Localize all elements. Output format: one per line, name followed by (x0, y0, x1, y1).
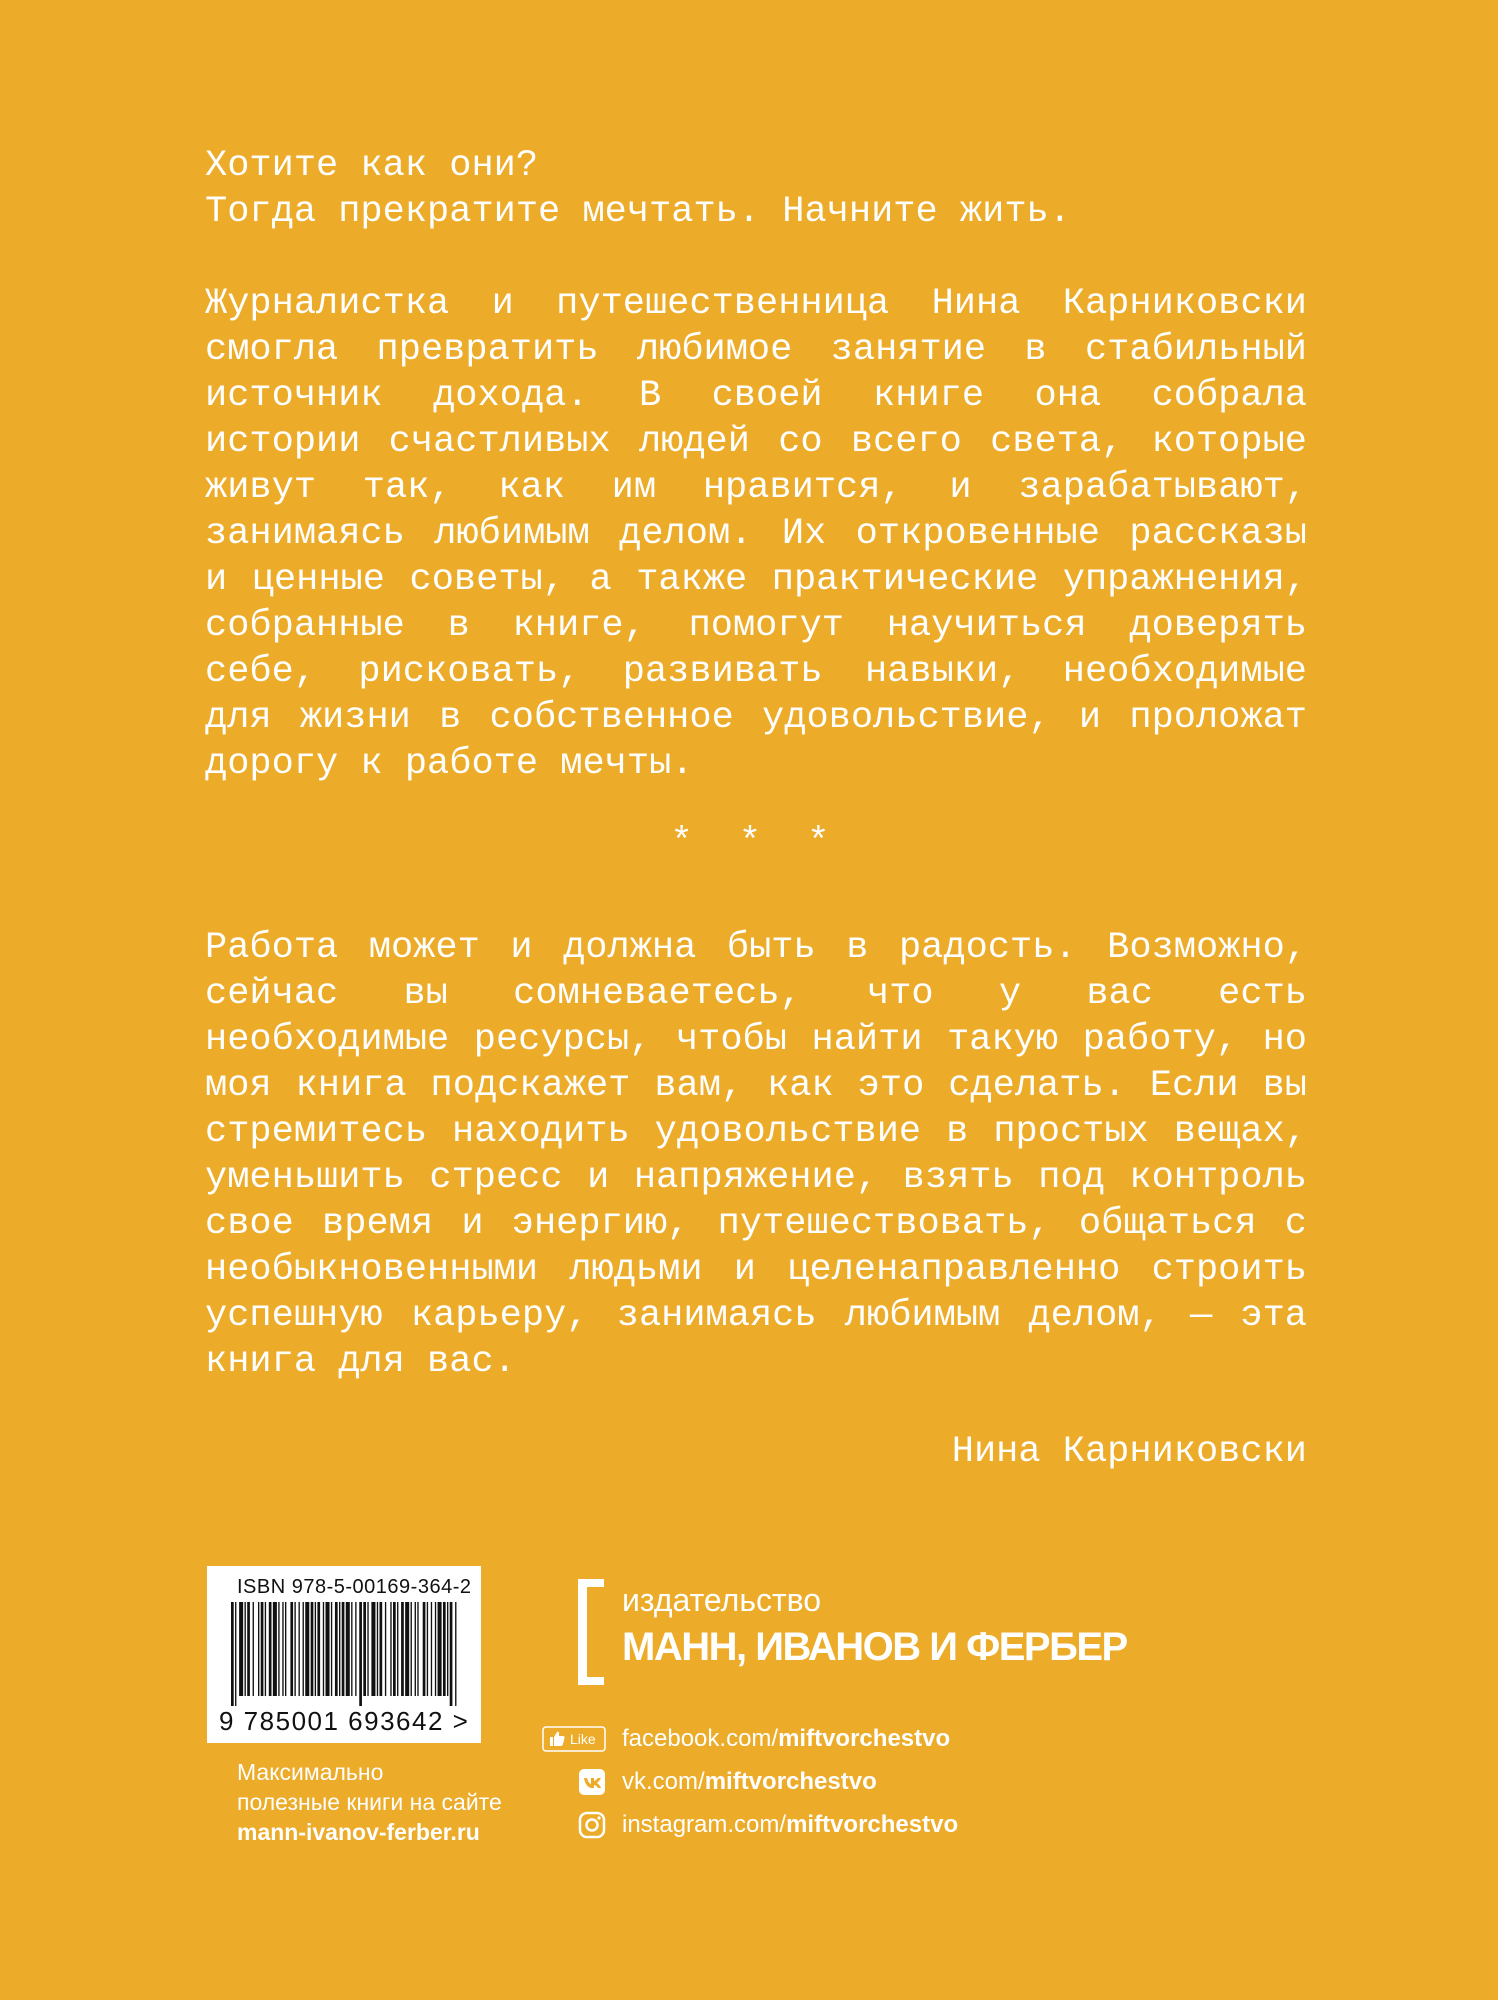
isbn-label: ISBN 978-5-00169-364-2 (237, 1576, 472, 1598)
barcode-bar (278, 1602, 279, 1696)
barcode-bar (247, 1602, 250, 1696)
instagram-icon (542, 1810, 606, 1840)
barcode-bar (339, 1602, 340, 1696)
barcode-bar (269, 1602, 272, 1696)
barcode-bar (359, 1602, 362, 1706)
barcode-bar (411, 1602, 412, 1696)
social-link-instagram[interactable] (542, 1808, 958, 1842)
barcode-bar (385, 1602, 386, 1696)
description-paragraph-2 (205, 925, 1307, 1385)
barcode-bar (367, 1602, 368, 1696)
barcode-bar (455, 1602, 456, 1706)
barcode-bar (265, 1602, 266, 1696)
barcode-bar (355, 1602, 356, 1696)
paragraph-text: Журналистка и путешественница Нина Карниковски смогла превратить любимое занятие в стабильный источник дохода. В своей книге она собрала истории счастливых людей со всего света, которые живут так, как им нравится, и зарабатывают, занимаясь любимым делом. Их откровенные рассказы и ценные советы, а также практические упражнения, собранные в книге, помогут научиться доверять себе, рисковать, развивать навыки, необходимые для жизни в собственное удовольствие, и проложат дорогу к работе мечты. (205, 283, 1307, 785)
barcode-bar (401, 1602, 404, 1696)
barcode-bar (290, 1602, 293, 1696)
paragraph-text: Работа может и должна быть в радость. Возможно, сейчас вы сомневаетесь, что у вас есть необходимые ресурсы, чтобы найти такую работу, но моя книга подскажет вам, как это сделать. Если вы стремитесь находить удовольствие в простых вещах, уменьшить стресс и напряжение, взять под контроль свое время и энергию, путешествовать, общаться с необыкновенными людьми и целенаправленно строить успешную карьеру, занимаясь любимым делом, — эта книга для вас. (205, 927, 1307, 1383)
barcode-bar (443, 1602, 446, 1696)
barcode-bar (435, 1602, 436, 1696)
barcode-bar (438, 1602, 442, 1696)
barcode-bar (371, 1602, 375, 1696)
barcode-bar (231, 1602, 234, 1706)
barcode-bar (450, 1602, 453, 1706)
barcode-bar (315, 1602, 316, 1696)
social-link-text: instagram.com/miftvorchestvo (622, 1811, 959, 1838)
intro-heading (205, 143, 1307, 235)
facebook-like-icon (542, 1724, 606, 1754)
barcode-bar (377, 1602, 378, 1696)
barcode-bar (239, 1602, 243, 1696)
isbn-barcode (207, 1566, 481, 1743)
barcode-bar (423, 1602, 426, 1696)
website-link[interactable]: mann-ivanov-ferber.ru (237, 1819, 480, 1845)
barcode-bar (335, 1602, 338, 1696)
barcode-bar (390, 1602, 391, 1696)
barcode-bar (380, 1602, 383, 1696)
barcode-bar (303, 1602, 304, 1696)
barcode-bar (282, 1602, 283, 1696)
barcode-digits: 9 785001 693642 > (219, 1706, 470, 1736)
publisher-bracket-icon (578, 1579, 604, 1685)
description-paragraph-1 (205, 281, 1307, 787)
barcode-bar (323, 1602, 324, 1696)
barcode-bar (311, 1602, 314, 1696)
barcode-bar (351, 1602, 352, 1696)
barcode-bar (299, 1602, 300, 1696)
barcode-bar (447, 1602, 448, 1696)
barcode-bar (273, 1602, 277, 1696)
barcode-bar (342, 1602, 345, 1696)
social-link-text: vk.com/miftvorchestvo (622, 1768, 877, 1795)
barcode-bar (415, 1602, 416, 1696)
intro-line-2: Тогда прекратите мечтать. Начните жить. (205, 191, 1071, 233)
barcode-bar (245, 1602, 246, 1696)
barcode-bar (285, 1602, 286, 1696)
publisher-label: издательство (622, 1582, 822, 1618)
barcode-bar (326, 1602, 330, 1696)
website-note (237, 1757, 502, 1847)
barcode-bar (363, 1602, 366, 1696)
publisher-name: МАНН, ИВАНОВ И ФЕРБЕР (622, 1625, 1127, 1669)
barcode-bar (261, 1602, 264, 1696)
website-note-line-1: Максимально (237, 1759, 384, 1785)
barcode-bar (305, 1602, 309, 1696)
vk-icon (542, 1767, 606, 1797)
social-link-vk[interactable] (542, 1765, 877, 1799)
barcode-bar (331, 1602, 332, 1696)
barcode-bar (405, 1602, 409, 1696)
like-badge-text: Like (570, 1731, 596, 1747)
author-signature: Нина Карниковски (951, 1431, 1307, 1473)
barcode-bar (294, 1602, 295, 1696)
intro-line-1: Хотите как они? (205, 145, 539, 187)
barcode-bar (427, 1602, 428, 1696)
barcode-bar (258, 1602, 259, 1696)
barcode-bar (397, 1602, 398, 1696)
barcode-bar (417, 1602, 418, 1696)
social-link-text: facebook.com/miftvorchestvo (622, 1725, 951, 1752)
barcode-bar (253, 1602, 254, 1696)
barcode-bar (317, 1602, 320, 1696)
social-link-facebook[interactable] (542, 1722, 950, 1756)
barcode-bars-icon (231, 1602, 457, 1706)
barcode-bar (235, 1602, 236, 1706)
barcode-bar (393, 1602, 396, 1696)
section-separator: * * * (670, 822, 842, 864)
barcode-bar (346, 1602, 350, 1696)
website-note-line-2: полезные книги на сайте (237, 1789, 502, 1815)
barcode-bar (431, 1602, 432, 1696)
